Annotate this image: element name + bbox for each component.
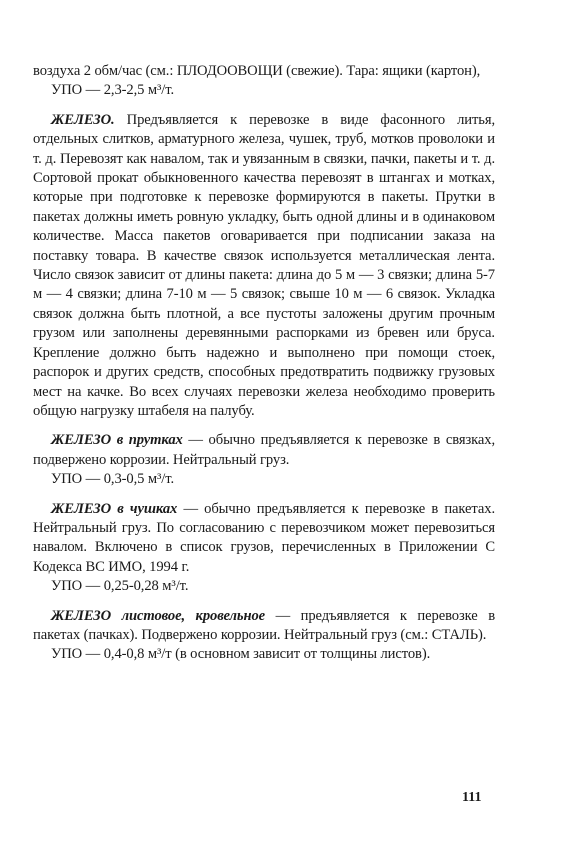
- entry-term-rest: в чушках: [111, 500, 178, 517]
- entry-term-rest: листовое, кровельное: [111, 607, 266, 624]
- entry-upo: УПО — 0,4-0,8 м³/т (в основном зависит от толщины листов).: [51, 646, 431, 663]
- entry-term: ЖЕЛЕЗО: [51, 432, 112, 449]
- intro-line: воздуха 2 обм/час (см.: ПЛОДООВОЩИ (свежие). Тара: ящики (картон),: [33, 63, 481, 79]
- entry-term: ЖЕЛЕЗО.: [51, 111, 115, 128]
- spacer: [33, 421, 495, 431]
- entry-text: — обычно предъявляется к перевозке в пакетах. Нейтральный груз. По согласованию с перевозчиком может перевозиться навалом. Включено в список грузов, перечисленных в Приложении С Кодекса ВС ИМО, 1994 г.: [33, 500, 495, 575]
- entry-term: ЖЕЛЕЗО: [51, 500, 112, 517]
- spacer: [33, 490, 495, 500]
- entry-zhelezo-listovoe: [33, 607, 495, 646]
- entry-term: ЖЕЛЕЗО: [51, 607, 112, 624]
- page-body: [33, 62, 495, 665]
- entry-zhelezo-prutki: [33, 431, 495, 470]
- entry-text: Предъявляется к перевозке в виде фасонного литья, отдельных слитков, арматурного железа, чушек, труб, мотков проволоки и т. д. Перевозят как навалом, так и увязанным в связки, пачки, пакеты и т. д. Сортовой прокат обыкновенного качества перевозят в штангах и мотках, которые при подготовке к перевозке формируются в пакеты. Прутки в пакетах должны иметь ровную укладку, быть одной длины и в одинаковом количестве. Масса пакетов оговаривается при подписании заказа на поставку товара. В качестве связок используется металлическая лента. Число связок зависит от длины пакета: длина до 5 м — 3 связки; длина 5-7 м — 4 связки; длина 7-10 м — 5 связок; свыше 10 м — 6 связок. Укладка связок должна быть плотной, а все пустоты заложены другим прочным грузом или заполнены деревянными распорками из бревен или бруса. Крепление должно быть надежно и выполнено при помощи стоек, распорок и других средств, способных предотвратить подвижку грузовых мест на качке. Во всех случаях перевозки железа необходимо проверить общую нагрузку штабеля на палубу.: [33, 111, 495, 419]
- entry-text: — предъявляется к перевозке в пакетах (пачках). Подвержено коррозии. Нейтральный груз (см.: СТАЛЬ).: [33, 607, 495, 643]
- spacer: [33, 597, 495, 607]
- entry-upo: УПО — 0,25-0,28 м³/т.: [51, 578, 189, 595]
- entry-term-rest: в прутках: [111, 432, 183, 449]
- entry-upo: УПО — 0,3-0,5 м³/т.: [51, 471, 174, 488]
- spacer: [33, 101, 495, 111]
- page-number: 111: [462, 790, 482, 805]
- intro-upo: УПО — 2,3-2,5 м³/т.: [51, 82, 174, 99]
- entry-zhelezo: [33, 111, 495, 422]
- entry-text: — обычно предъявляется к перевозке в связках, подвержено коррозии. Нейтральный груз.: [33, 432, 495, 468]
- entry-zhelezo-chushki: [33, 500, 495, 578]
